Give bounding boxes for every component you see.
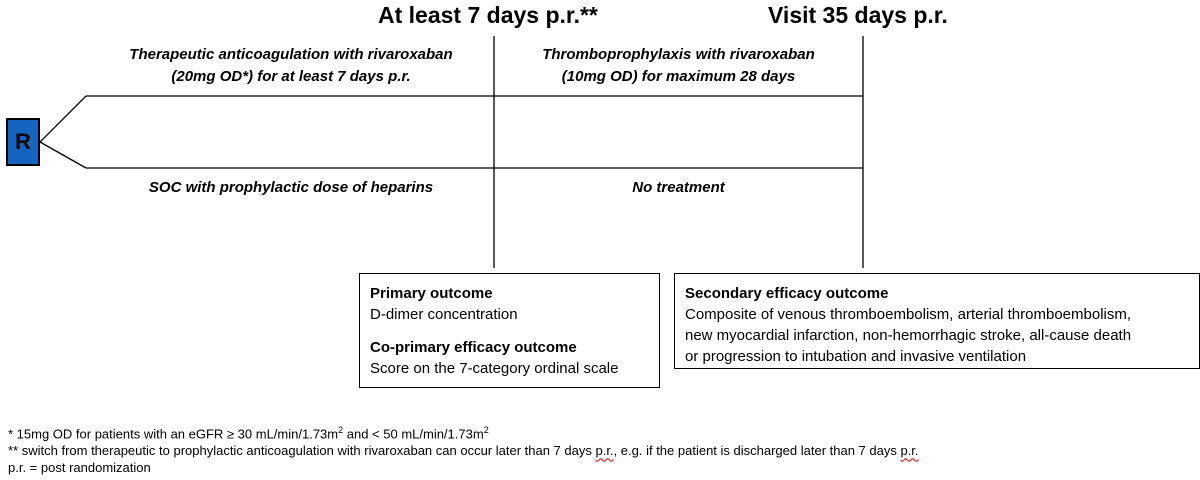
header-7-days: At least 7 days p.r.** <box>378 2 598 28</box>
arm-label-therapeutic-line1: Therapeutic anticoagulation with rivaroxaban <box>129 46 453 63</box>
footnote-3: p.r. = post randomization <box>8 460 151 476</box>
secondary-outcome-line3: or progression to intubation and invasive ventilation <box>685 348 1027 365</box>
secondary-outcome-line2: new myocardial infarction, non-hemorrhagic stroke, all-cause death <box>685 327 1132 344</box>
header-35-days: Visit 35 days p.r. <box>768 2 948 28</box>
co-primary-outcome-title: Co-primary efficacy outcome <box>370 339 577 356</box>
randomization-label: R <box>15 129 31 154</box>
secondary-outcome-title: Secondary efficacy outcome <box>685 285 889 302</box>
primary-outcome-text: D-dimer concentration <box>370 306 518 323</box>
branch-lower <box>40 142 86 168</box>
arm-label-therapeutic-line2: (20mg OD*) for at least 7 days p.r. <box>171 68 411 85</box>
arm-label-thromboprophylaxis <box>494 44 863 88</box>
arm-label-thromboprophylaxis-line1: Thromboprophylaxis with rivaroxaban <box>542 46 815 63</box>
footnotes <box>8 422 919 476</box>
arm-label-thromboprophylaxis-line2: (10mg OD) for maximum 28 days <box>561 68 796 85</box>
arm-label-therapeutic <box>96 44 486 88</box>
arm-label-no-treatment: No treatment <box>632 179 725 196</box>
branch-upper <box>40 96 86 142</box>
secondary-outcome-box <box>674 273 1200 369</box>
footnote-1: * 15mg OD for patients with an eGFR ≥ 30 $mL/\min/1.73m^2$ and < 50 $mL/\min/1.73m^2$ <box>8 425 489 442</box>
footnote-2: ** switch from therapeutic to prophylactic anticoagulation with rivaroxaban can occur later than 7 days p.r., e.g. if the patient is discharged later than 7 days p.r. <box>8 443 919 459</box>
secondary-outcome-line1: Composite of venous thromboembolism, arterial thromboembolism, <box>685 306 1132 323</box>
randomization-box <box>6 118 40 166</box>
primary-outcome-box <box>359 273 660 388</box>
arm-label-soc: SOC with prophylactic dose of heparins <box>148 179 434 196</box>
co-primary-outcome-text: Score on the 7-category ordinal scale <box>370 360 619 377</box>
primary-outcome-title: Primary outcome <box>370 285 493 302</box>
